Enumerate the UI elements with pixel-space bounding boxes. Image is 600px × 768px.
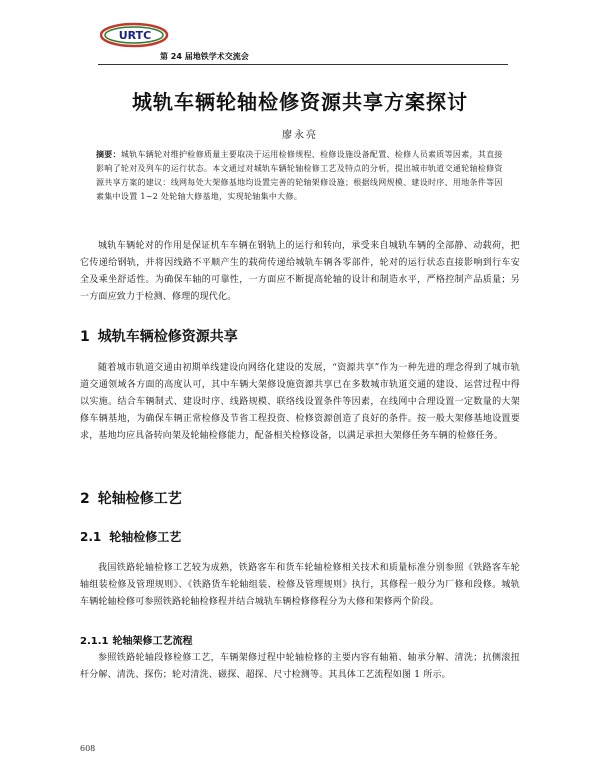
section-1-text: 随着城市轨道交通由初期单线建设向网络化建设的发展，“资源共享”作为一种先进的理念得到了城市轨道交通领域各方面的高度认可，其中车辆大架修设施资源共享已在多数城市轨道交通的建设、运营过程中得以实施。结合车辆制式、建设时序、线路规模、联络线设置条件等因素，在线网中合理设置一定数量的大架修车辆基地，为确保车辆正常检修及节省工程投资、检修资源创造了良好的条件。按一般大架修基地设置要求，基地均应具备转向架及轮轴检修能力，配备相关检修设备，以满足承担大架修任务车辆的检修任务。: [80, 363, 520, 441]
section-1-title: 城轨车辆检修资源共享: [97, 329, 238, 345]
header-divider: [98, 64, 508, 65]
section-2-1-text: 我国铁路轮轴检修工艺较为成熟，铁路客车和货车轮轴检修相关技术和质量标准分别参照《铁路客车轮轴组装检修及管理规则》、《铁路货车轮轴组装、检修及管理规则》执行，其修程一般分为厂修和段修。城轨车辆轮轴检修可参照铁路轮轴检修程并结合城轨车辆检修修程分为大修和架修两个阶段。: [80, 563, 520, 607]
section-1-number: 1: [80, 329, 90, 345]
logo-text: URTC: [118, 29, 152, 42]
section-1-paragraph: [80, 360, 520, 445]
section-2-heading: [80, 488, 182, 508]
paper-title: 城轨车辆轮轴检修资源共享方案探讨: [132, 90, 468, 114]
urtc-logo: [100, 22, 170, 48]
section-2-1-heading: [80, 528, 181, 545]
abstract: [96, 148, 506, 204]
section-2-title: 轮轴检修工艺: [97, 491, 182, 507]
section-2-1-1-paragraph: [80, 650, 520, 684]
section-2-number: 2: [80, 491, 90, 507]
section-2-1-1-title: 轮轴架修工艺流程: [112, 636, 193, 647]
section-2-1-1-text: 参照铁路轮轴段修检修工艺，车辆架修过程中轮轴检修的主要内容有轴箱、轴承分解、清洗；抗侧滚扭杆分解、清洗、探伤；轮对清洗、磁探、超探、尺寸检测等。其具体工艺流程如图 1 所示。: [80, 653, 520, 680]
section-2-1-1-number: 2.1.1: [80, 636, 109, 647]
section-2-1-paragraph: [80, 560, 520, 611]
intro-text: 城轨车辆轮对的作用是保证机车车辆在钢轨上的运行和转向，承受来自城轨车辆的全部静、动载荷，把它传递给钢轨，并将因线路不平顺产生的载荷传递给城轨车辆各零部件，轮对的运行状态直接影响到行车安全及乘坐舒适性。为确保车轴的可靠性，一方面应不断提高轮轴的设计和制造水平，严格控制产品质量；另一方面应致力于检测、修理的现代化。: [80, 241, 520, 302]
conference-name: 第 24 届地铁学术交流会: [160, 52, 249, 61]
section-2-1-1-heading: [80, 632, 192, 647]
section-2-1-title: 轮轴检修工艺: [109, 530, 182, 544]
section-2-1-number: 2.1: [80, 530, 102, 544]
abstract-label: 摘要：: [96, 150, 121, 159]
author: 廖永亮: [282, 130, 318, 141]
abstract-text: 城轨车辆轮对维护检修质量主要取决于运用检修规程、检修设施设备配置、检修人员素质等因素，其直接影响了轮对及列车的运行状态。本文通过对城轨车辆轮轴检修工艺及特点的分析，提出城市轨道交通轮轴检修资源共享方案的建议：线网每处大架修基地均设置完善的轮轴架修设施；根据线网规模、建设时序、用地条件等因素集中设置 1~2 处轮轴大修基地，实现轮轴集中大修。: [96, 150, 503, 201]
section-1-heading: [80, 326, 238, 346]
page-number: 608: [80, 744, 96, 753]
intro-paragraph: [80, 238, 520, 306]
